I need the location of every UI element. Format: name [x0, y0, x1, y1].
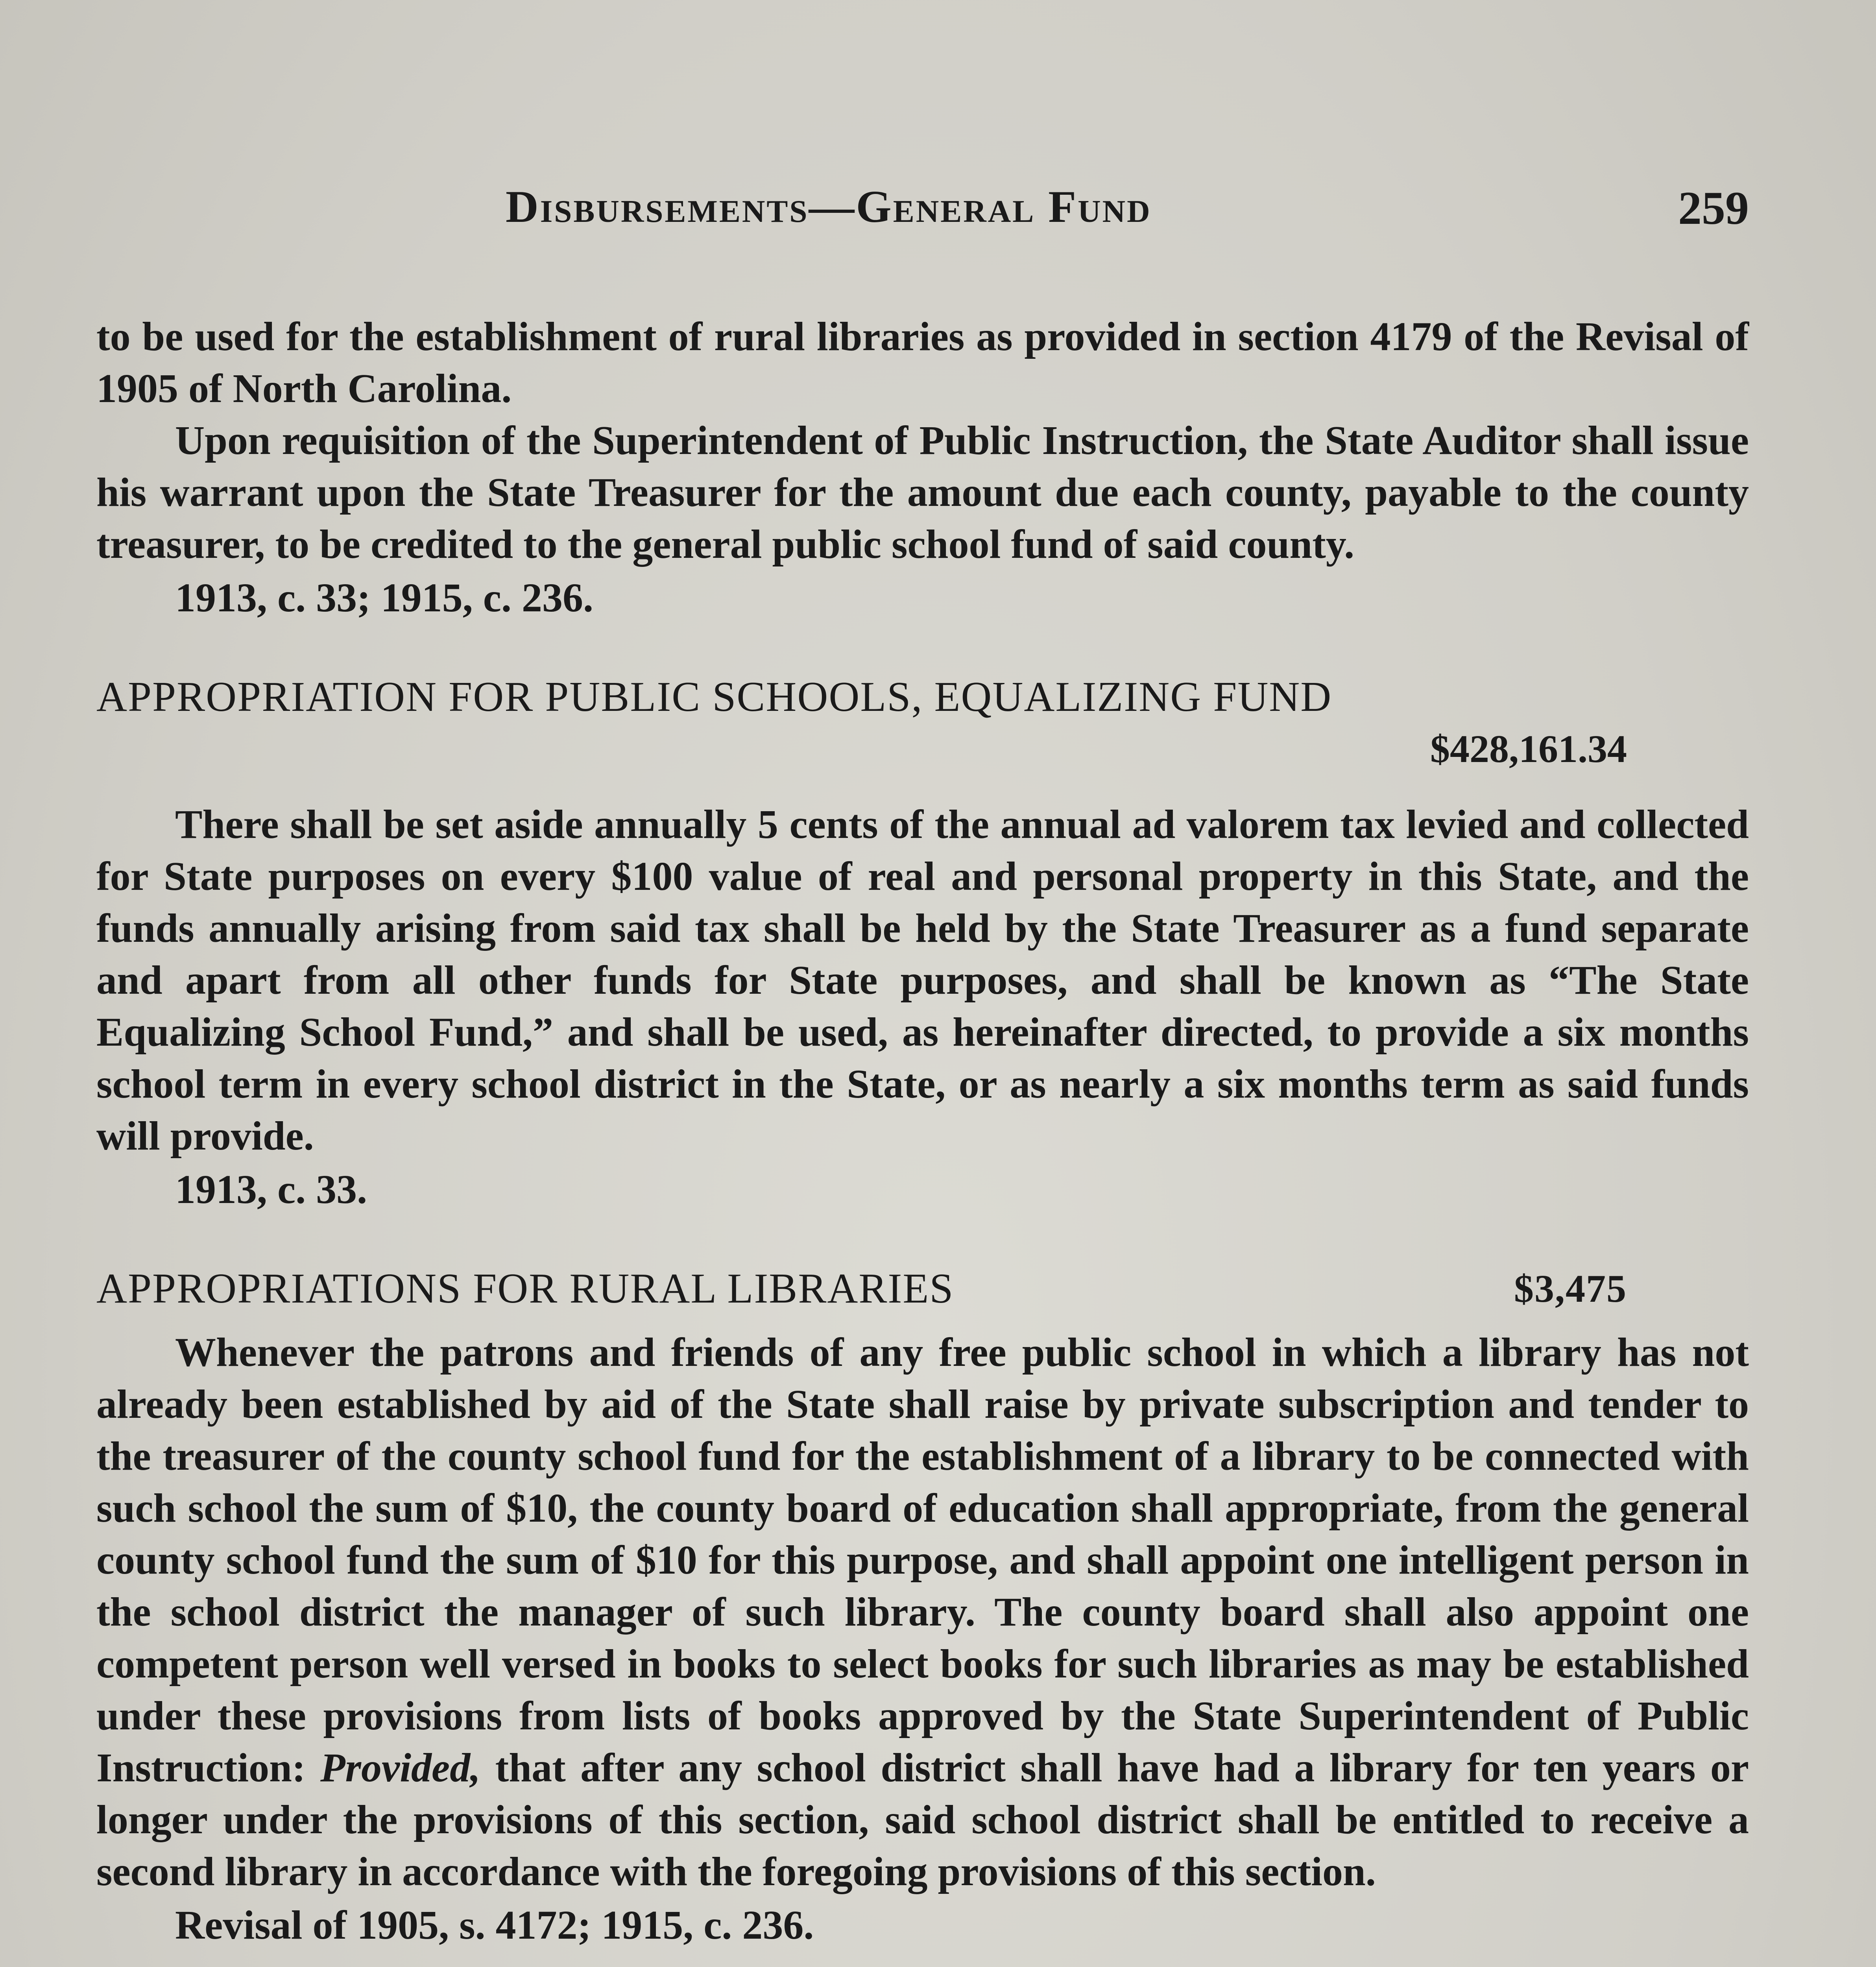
requisition-paragraph: Upon requisition of the Superintendent of Public Instruction, the State Auditor shall issue his warrant upon the State Treasurer for the amount due each county, payable to the county treasurer, to be credited to the general public school fund of said county.	[96, 418, 1749, 567]
proviso-emphasis: Provided,	[320, 1745, 481, 1790]
citation: 1913, c. 33.	[175, 1167, 367, 1212]
section-heading-equalizing-fund	[96, 671, 1749, 723]
library-establishment-paragraph	[96, 1327, 1749, 1898]
continuation-paragraph: to be used for the establishment of rural libraries as provided in section 4179 of the Revisal of 1905 of North Carolina.	[96, 314, 1749, 411]
citation: Revisal of 1905, s. 4172; 1915, c. 236.	[175, 1902, 814, 1948]
section-heading-text: APPROPRIATIONS FOR RURAL LIBRARIES	[96, 1265, 954, 1312]
body-text	[96, 311, 1749, 1967]
equalizing-fund-paragraph: There shall be set aside annually 5 cents of the annual ad valorem tax levied and collected for State purposes on every $100 value of real and personal property in this State, and the funds annually arising from said tax shall be held by the State Treasurer as a fund separate and apart from all other funds for State purposes, and shall be known as “The State Equalizing School Fund,” and shall be used, as hereinafter directed, to provide a six months school term in every school district in the State, or as nearly a six months term as said funds will provide.	[96, 802, 1749, 1159]
appropriation-amount: $428,161.34	[1430, 727, 1627, 771]
running-head	[96, 181, 1749, 240]
running-title: Disbursements—General Fund	[506, 182, 1152, 232]
paragraph-text: Whenever the patrons and friends of any free public school in which a library has not already been established by aid of the State shall raise by private subscription and tender to the treasurer of the county school fund for the establishment of a library to be connected with such school the sum of $10, the county board of education shall appropriate, from the general county school fund the sum of $10 for this purpose, and shall appoint one intelligent person in the school district the manager of such library. The county board shall also appoint one competent person well versed in books to select books for such libraries as may be established under these provisions from lists of books approved by the State Superintendent of Public Instruction:	[96, 1330, 1749, 1790]
section-heading-rural-libraries	[96, 1263, 1749, 1315]
page-number: 259	[1678, 182, 1749, 234]
paragraph-text: that after any school district shall have had a library for ten years or longer under the provisions of this section, said school district shall be entitled to receive a second library in accordance with the foregoing provisions of this section.	[96, 1745, 1749, 1894]
section-heading-text: APPROPRIATION FOR PUBLIC SCHOOLS, EQUALIZING FUND	[96, 674, 1332, 720]
appropriation-amount: $3,475	[1514, 1267, 1627, 1310]
citation: 1913, c. 33; 1915, c. 236.	[175, 575, 593, 620]
